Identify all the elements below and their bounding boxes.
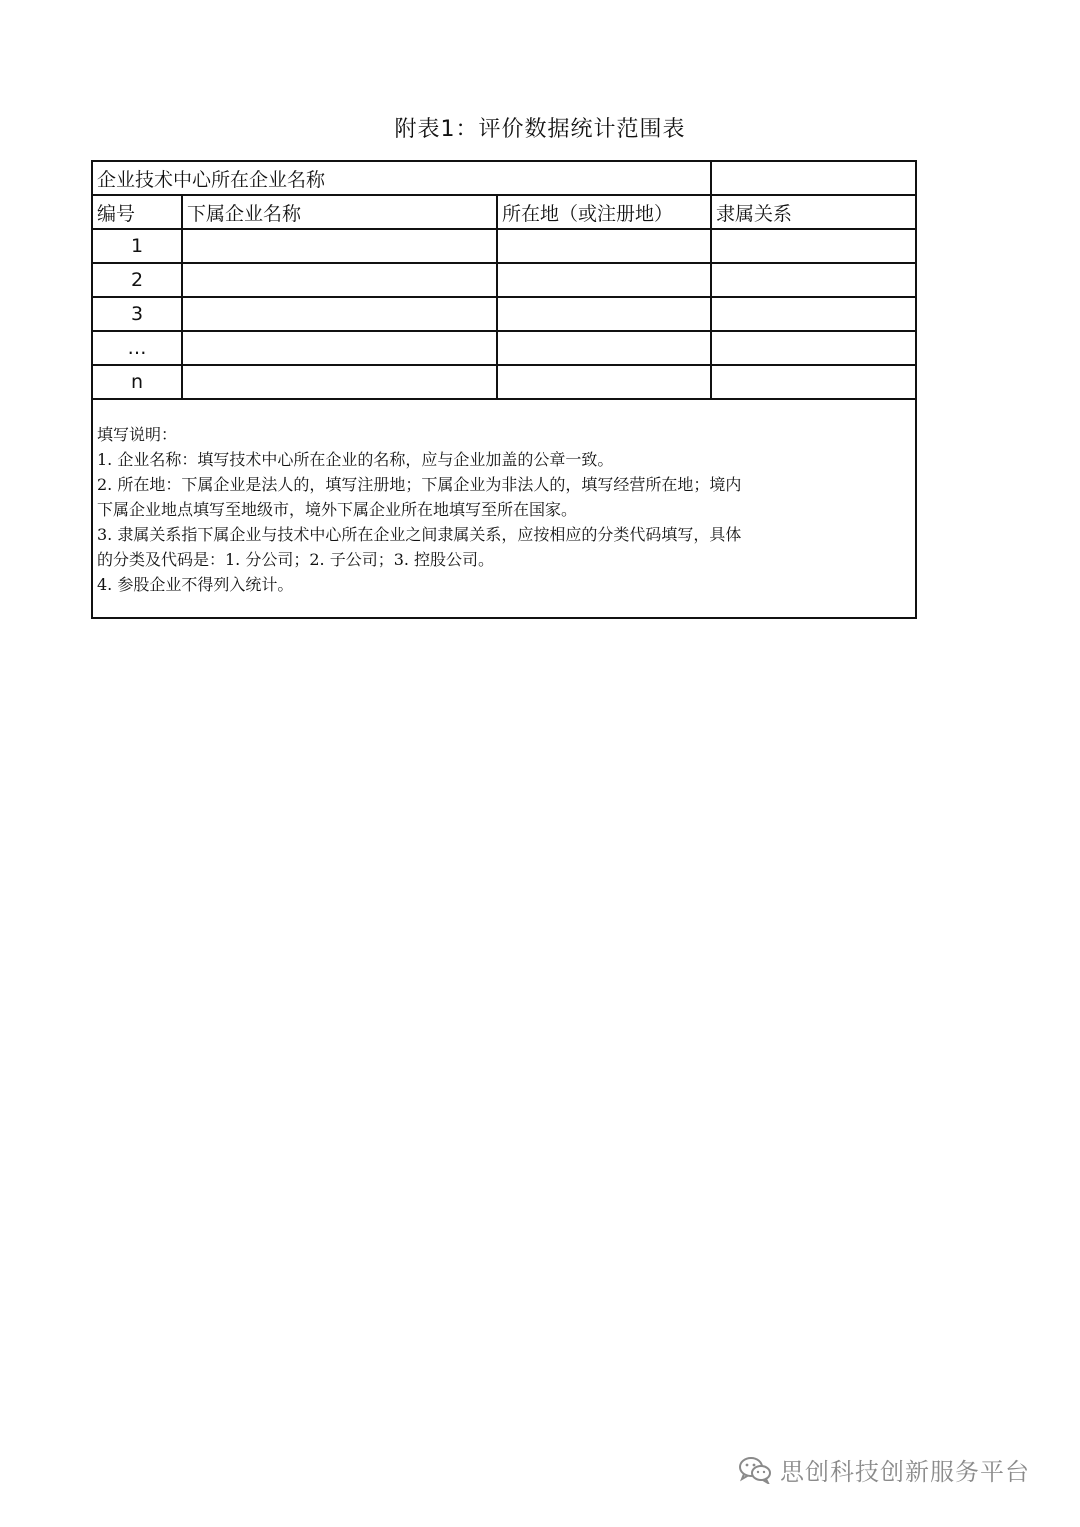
row-number: n xyxy=(93,365,182,399)
wechat-icon xyxy=(738,1456,772,1484)
instructions-heading: 填写说明： xyxy=(97,425,178,444)
watermark xyxy=(738,1452,1030,1487)
header-number: 编号 xyxy=(93,195,182,229)
location-cell[interactable] xyxy=(497,263,711,297)
statistics-scope-table xyxy=(91,160,917,619)
header-affiliation: 隶属关系 xyxy=(711,195,915,229)
page-title: 附表1：评价数据统计范围表 xyxy=(394,117,686,142)
subsidiary-name-cell[interactable] xyxy=(182,331,497,365)
table-row xyxy=(93,229,915,263)
affiliation-cell[interactable] xyxy=(711,365,915,399)
company-value-cell[interactable] xyxy=(711,162,915,195)
table-row xyxy=(93,263,915,297)
table-row xyxy=(93,297,915,331)
table-row xyxy=(93,365,915,399)
location-cell[interactable] xyxy=(497,365,711,399)
location-cell[interactable] xyxy=(497,297,711,331)
subsidiary-name-cell[interactable] xyxy=(182,297,497,331)
row-number: 3 xyxy=(93,297,182,331)
header-row xyxy=(93,195,915,229)
header-location: 所在地（或注册地） xyxy=(497,195,711,229)
filling-instructions xyxy=(93,400,915,617)
table-row xyxy=(93,331,915,365)
subsidiary-name-cell[interactable] xyxy=(182,365,497,399)
company-label: 企业技术中心所在企业名称 xyxy=(93,162,711,195)
company-row xyxy=(93,162,915,195)
affiliation-cell[interactable] xyxy=(711,263,915,297)
row-number: … xyxy=(93,331,182,365)
subsidiary-name-cell[interactable] xyxy=(182,229,497,263)
subsidiary-name-cell[interactable] xyxy=(182,263,497,297)
instruction-line: 的分类及代码是：1. 分公司；2. 子公司；3. 控股公司。 xyxy=(97,550,495,569)
row-number: 1 xyxy=(93,229,182,263)
watermark-text: 思创科技创新服务平台 xyxy=(780,1458,1030,1486)
instruction-line: 1. 企业名称：填写技术中心所在企业的名称，应与企业加盖的公章一致。 xyxy=(97,450,614,469)
location-cell[interactable] xyxy=(497,331,711,365)
affiliation-cell[interactable] xyxy=(711,297,915,331)
data-grid xyxy=(93,162,915,400)
affiliation-cell[interactable] xyxy=(711,229,915,263)
instruction-line: 2. 所在地：下属企业是法人的，填写注册地；下属企业为非法人的，填写经营所在地；境内 xyxy=(97,475,742,494)
location-cell[interactable] xyxy=(497,229,711,263)
row-number: 2 xyxy=(93,263,182,297)
affiliation-cell[interactable] xyxy=(711,331,915,365)
instruction-line: 下属企业地点填写至地级市，境外下属企业所在地填写至所在国家。 xyxy=(97,500,578,519)
header-subsidiary-name: 下属企业名称 xyxy=(182,195,497,229)
instruction-line: 3. 隶属关系指下属企业与技术中心所在企业之间隶属关系，应按相应的分类代码填写，具体 xyxy=(97,525,742,544)
instruction-line: 4. 参股企业不得列入统计。 xyxy=(97,575,294,594)
